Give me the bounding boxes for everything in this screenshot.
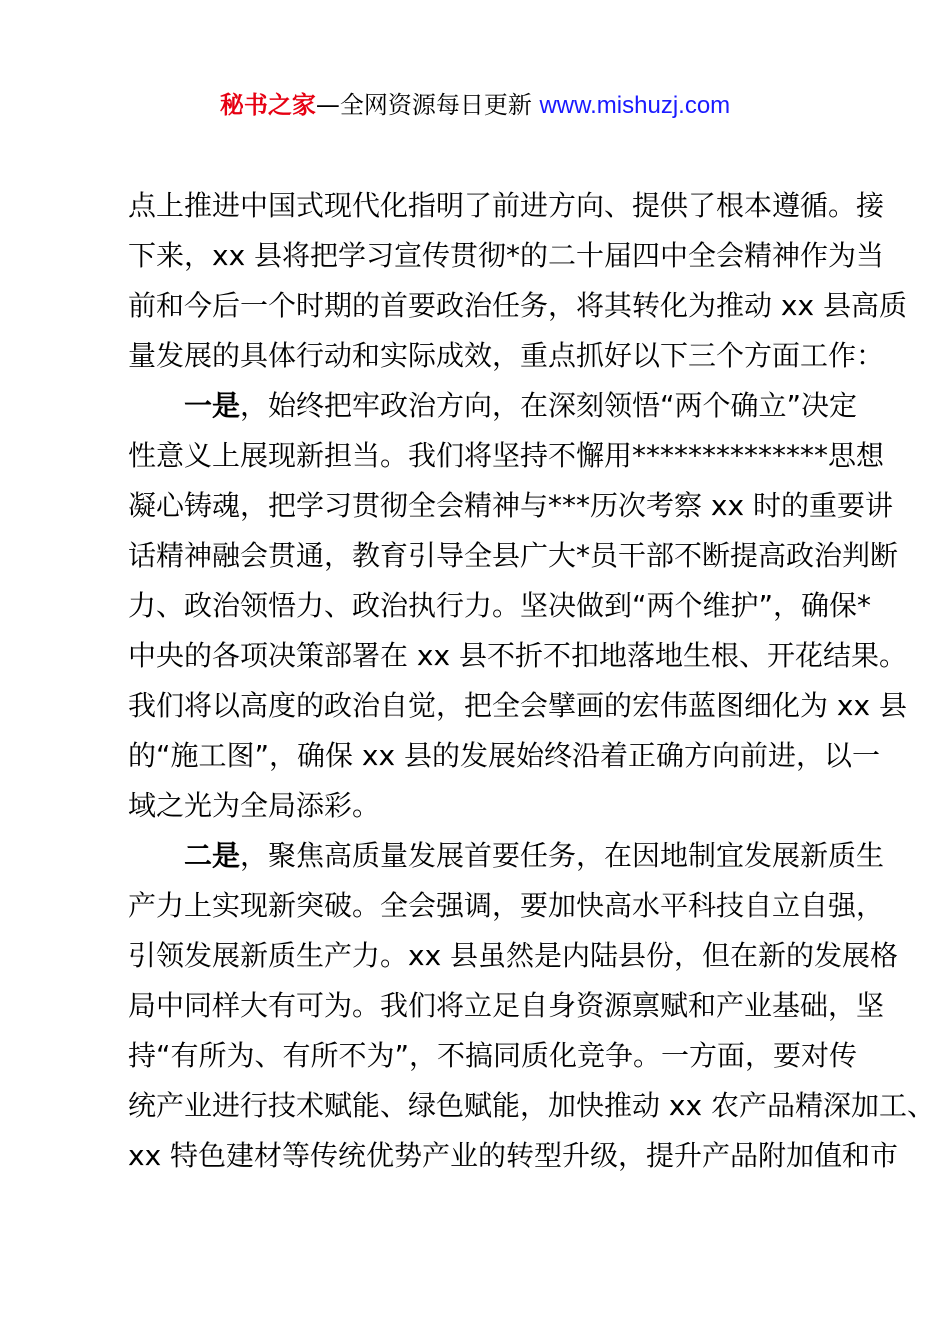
header-tagline: —全网资源每日更新 (315, 91, 540, 119)
document-body (128, 181, 935, 1181)
paragraph-line: 力、政治领悟力、政治执行力。坚决做到“两个维护”，确保* (128, 589, 872, 622)
paragraph-line: xx 特色建材等传统优势产业的转型升级，提升产品附加值和市 (128, 1139, 899, 1172)
brand-name: 秘书之家 (219, 91, 316, 119)
paragraph-line: 点上推进中国式现代化指明了前进方向、提供了根本遵循。接 (128, 189, 885, 222)
paragraph-line: 局中同样大有可为。我们将立足自身资源禀赋和产业基础，坚 (128, 989, 885, 1022)
paragraph-line: 凝心铸魂，把学习贯彻全会精神与***历次考察 xx 时的重要讲 (128, 489, 893, 522)
paragraph-line: 我们将以高度的政治自觉，把全会擘画的宏伟蓝图细化为 xx 县 (128, 689, 907, 722)
paragraph-line: 前和今后一个时期的首要政治任务，将其转化为推动 xx 县高质 (128, 289, 907, 322)
paragraph-line: 量发展的具体行动和实际成效，重点抓好以下三个方面工作： (128, 339, 885, 372)
paragraph-first-line (128, 831, 885, 881)
paragraph-line: 持“有所为、有所不为”，不搞同质化竞争。一方面，要对传 (128, 1039, 858, 1072)
page-header (0, 88, 950, 123)
paragraph-line: 中央的各项决策部署在 xx 县不折不扣地落地生根、开花结果。 (128, 639, 907, 672)
paragraph-line: 统产业进行技术赋能、绿色赋能，加快推动 xx 农产品精深加工、 (128, 1089, 935, 1122)
paragraph-line: 下来，xx 县将把学习宣传贯彻*的二十届四中全会精神作为当 (128, 239, 885, 272)
paragraph-first-rest: ，始终把牢政治方向，在深刻领悟“两个确立”决定 (240, 389, 858, 422)
paragraph-line: 的“施工图”，确保 xx 县的发展始终沿着正确方向前进，以一 (128, 739, 880, 772)
site-url-link[interactable]: www.mishuzj.com (539, 92, 731, 119)
paragraph-lead: 二是 (184, 839, 241, 872)
paragraph-line: 引领发展新质生产力。xx 县虽然是内陆县份，但在新的发展格 (128, 939, 899, 972)
paragraph-first-line (128, 381, 858, 431)
paragraph-line: 域之光为全局添彩。 (128, 789, 381, 822)
paragraph-line: 产力上实现新突破。全会强调，要加快高水平科技自立自强， (128, 889, 885, 922)
paragraph-line: 话精神融会贯通，教育引导全县广大*员干部不断提高政治判断 (128, 539, 899, 572)
paragraph-line: 性意义上展现新担当。我们将坚持不懈用**************思想 (128, 439, 885, 472)
paragraph-first-rest: ，聚焦高质量发展首要任务，在因地制宜发展新质生 (240, 839, 885, 872)
paragraph-lead: 一是 (184, 389, 241, 422)
